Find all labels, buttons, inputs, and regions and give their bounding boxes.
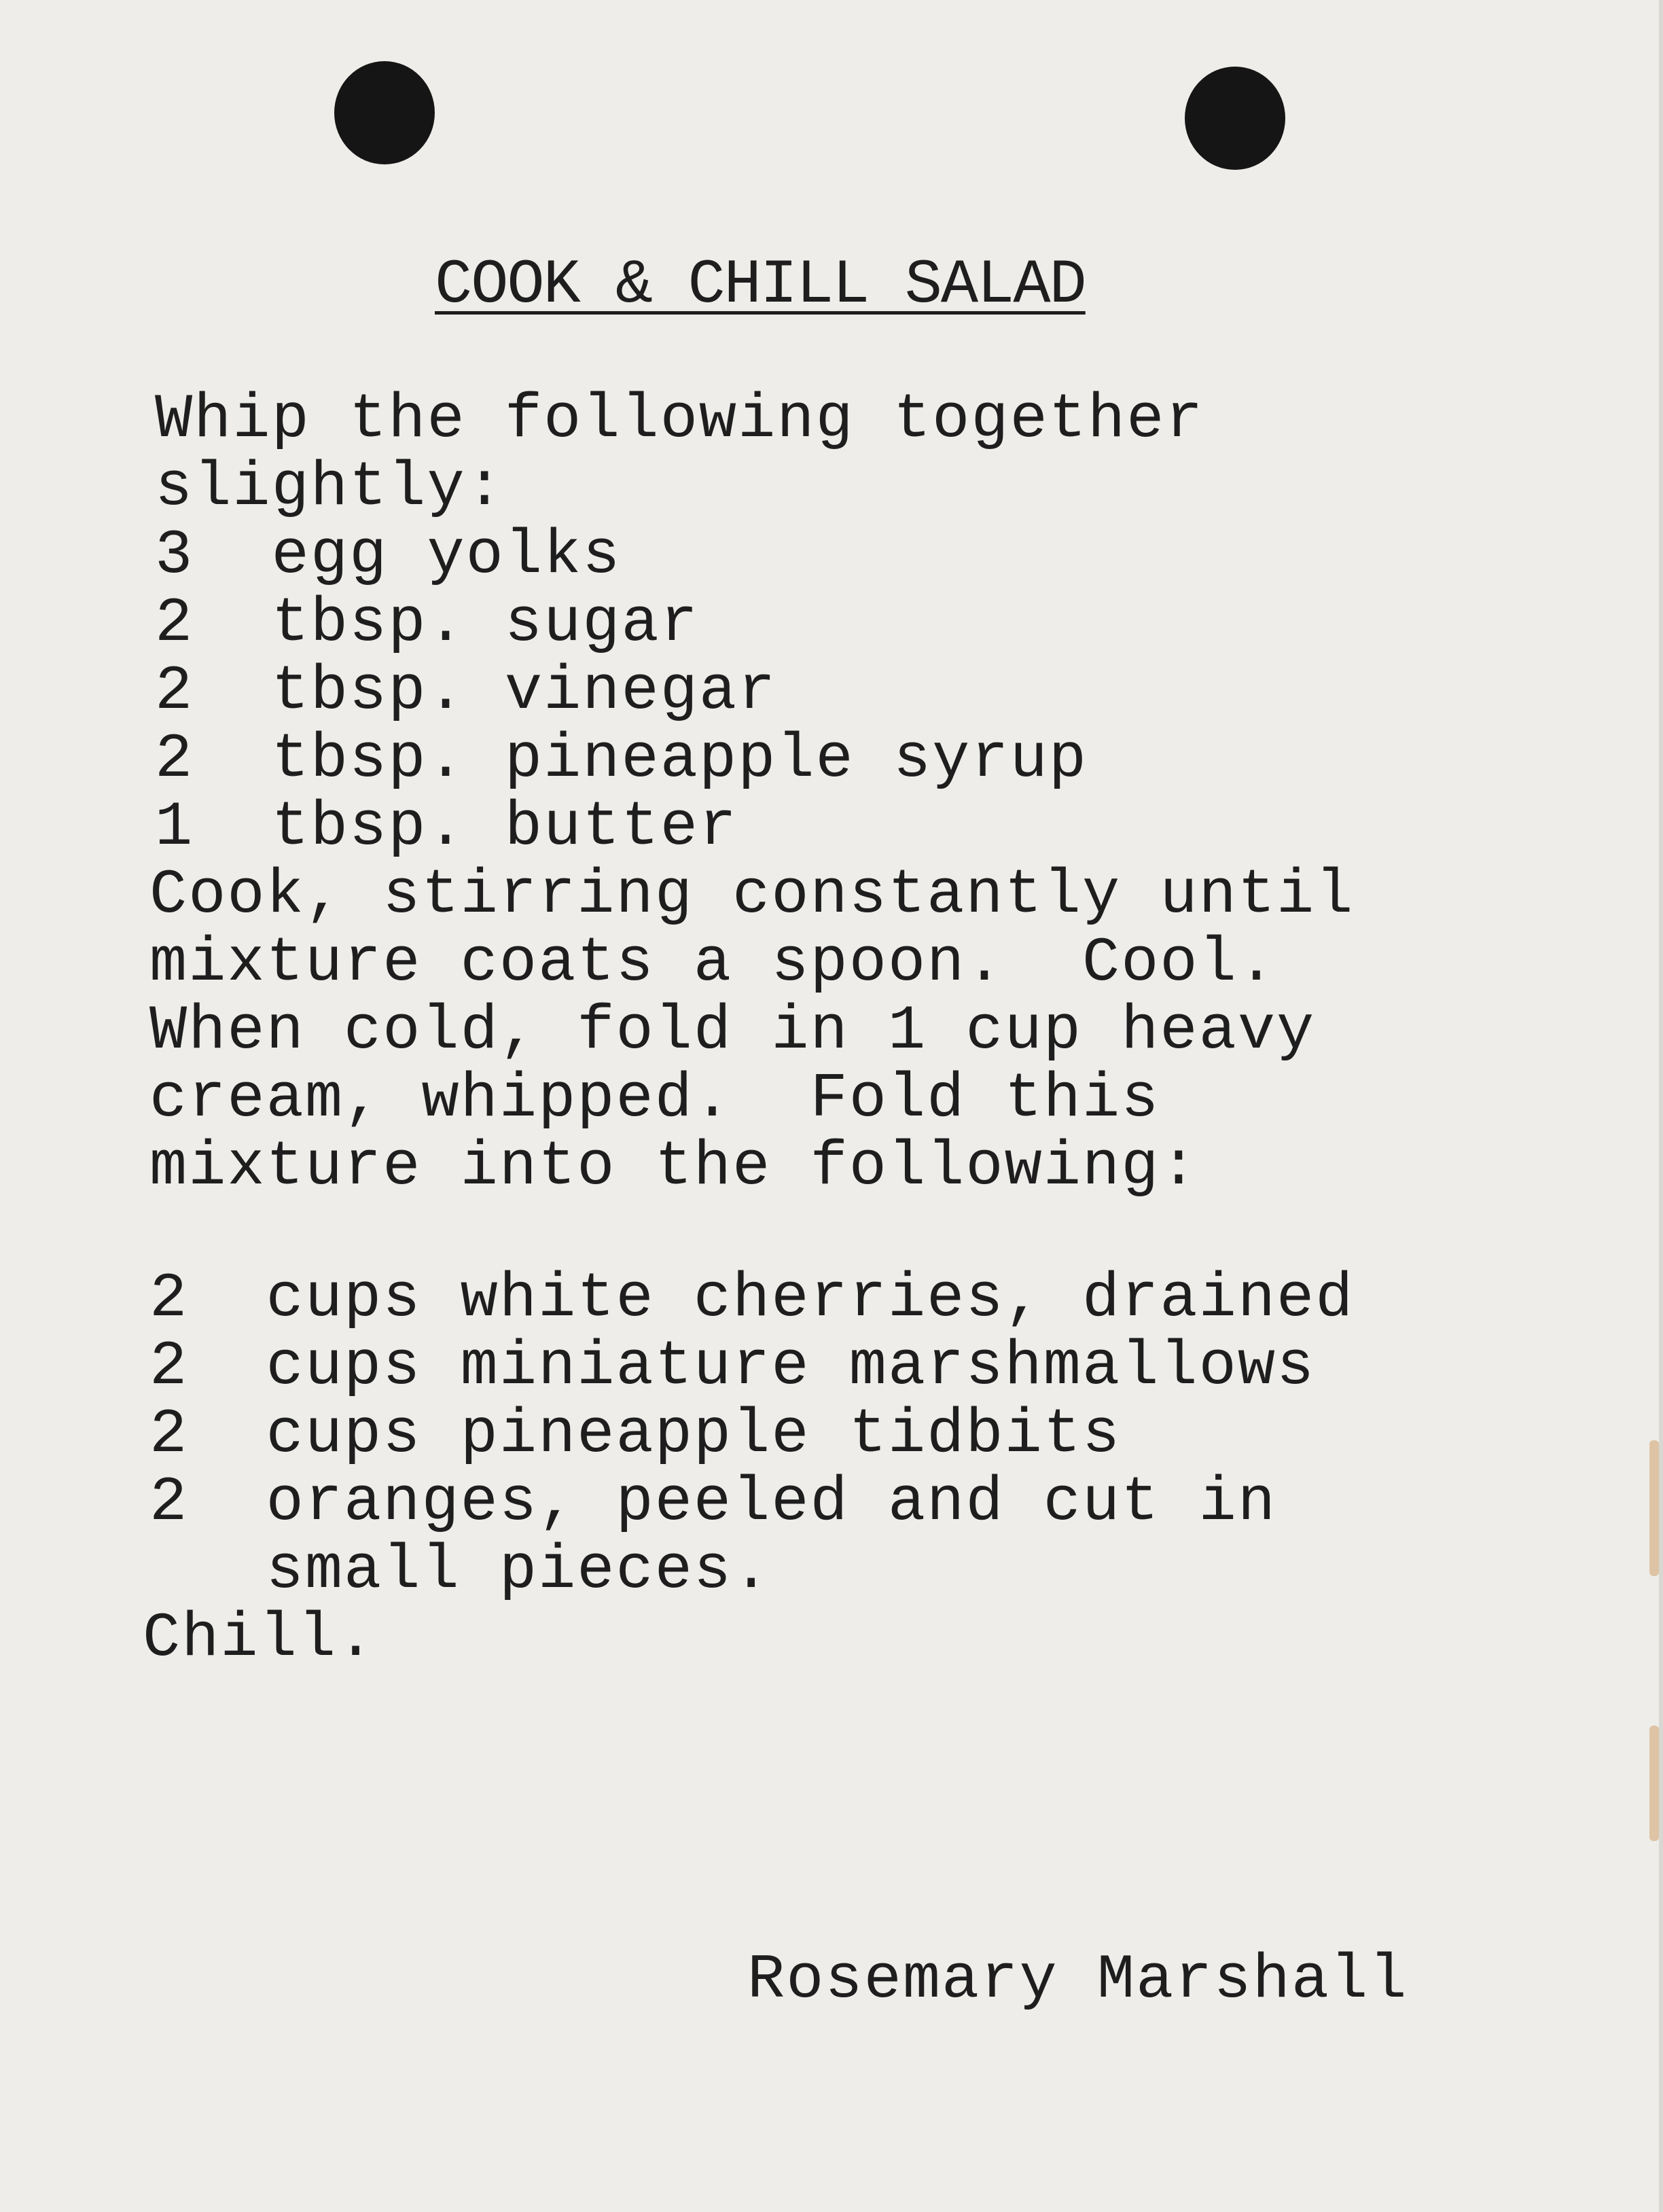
- ingredient-line: 2 tbsp. sugar: [155, 588, 699, 659]
- stain-mark: [1649, 1440, 1659, 1576]
- instruction-line: cream, whipped. Fold this: [149, 1063, 1160, 1135]
- instruction-line: Cook, stirring constantly until: [149, 859, 1355, 931]
- instruction-line: mixture coats a spoon. Cool.: [149, 927, 1277, 999]
- recipe-title: COOK & CHILL SALAD: [435, 249, 1086, 321]
- ingredient-line: 2 cups pineapple tidbits: [149, 1399, 1122, 1470]
- intro-line: Whip the following together: [155, 384, 1204, 455]
- author-name: Rosemary Marshall: [747, 1944, 1408, 2016]
- closing-instruction: Chill.: [143, 1603, 376, 1674]
- instruction-line: mixture into the following:: [149, 1131, 1199, 1202]
- ingredient-line: 2 tbsp. vinegar: [155, 656, 777, 727]
- ingredient-line: 3 egg yolks: [155, 520, 622, 591]
- ingredient-line: 2 tbsp. pineapple syrup: [155, 724, 1088, 795]
- punch-hole-left: [334, 61, 435, 164]
- punch-hole-right: [1185, 67, 1285, 170]
- ingredient-line: 1 tbsp. butter: [155, 791, 738, 863]
- stain-mark: [1649, 1726, 1659, 1841]
- ingredient-line: 2 cups white cherries, drained: [149, 1263, 1355, 1334]
- card-edge: [1659, 0, 1663, 2212]
- instruction-line: When cold, fold in 1 cup heavy: [149, 995, 1316, 1067]
- ingredient-line: small pieces.: [149, 1535, 772, 1606]
- ingredient-line: 2 cups miniature marshmallows: [149, 1331, 1316, 1402]
- ingredient-line: 2 oranges, peeled and cut in: [149, 1467, 1277, 1538]
- intro-line: slightly:: [155, 452, 505, 523]
